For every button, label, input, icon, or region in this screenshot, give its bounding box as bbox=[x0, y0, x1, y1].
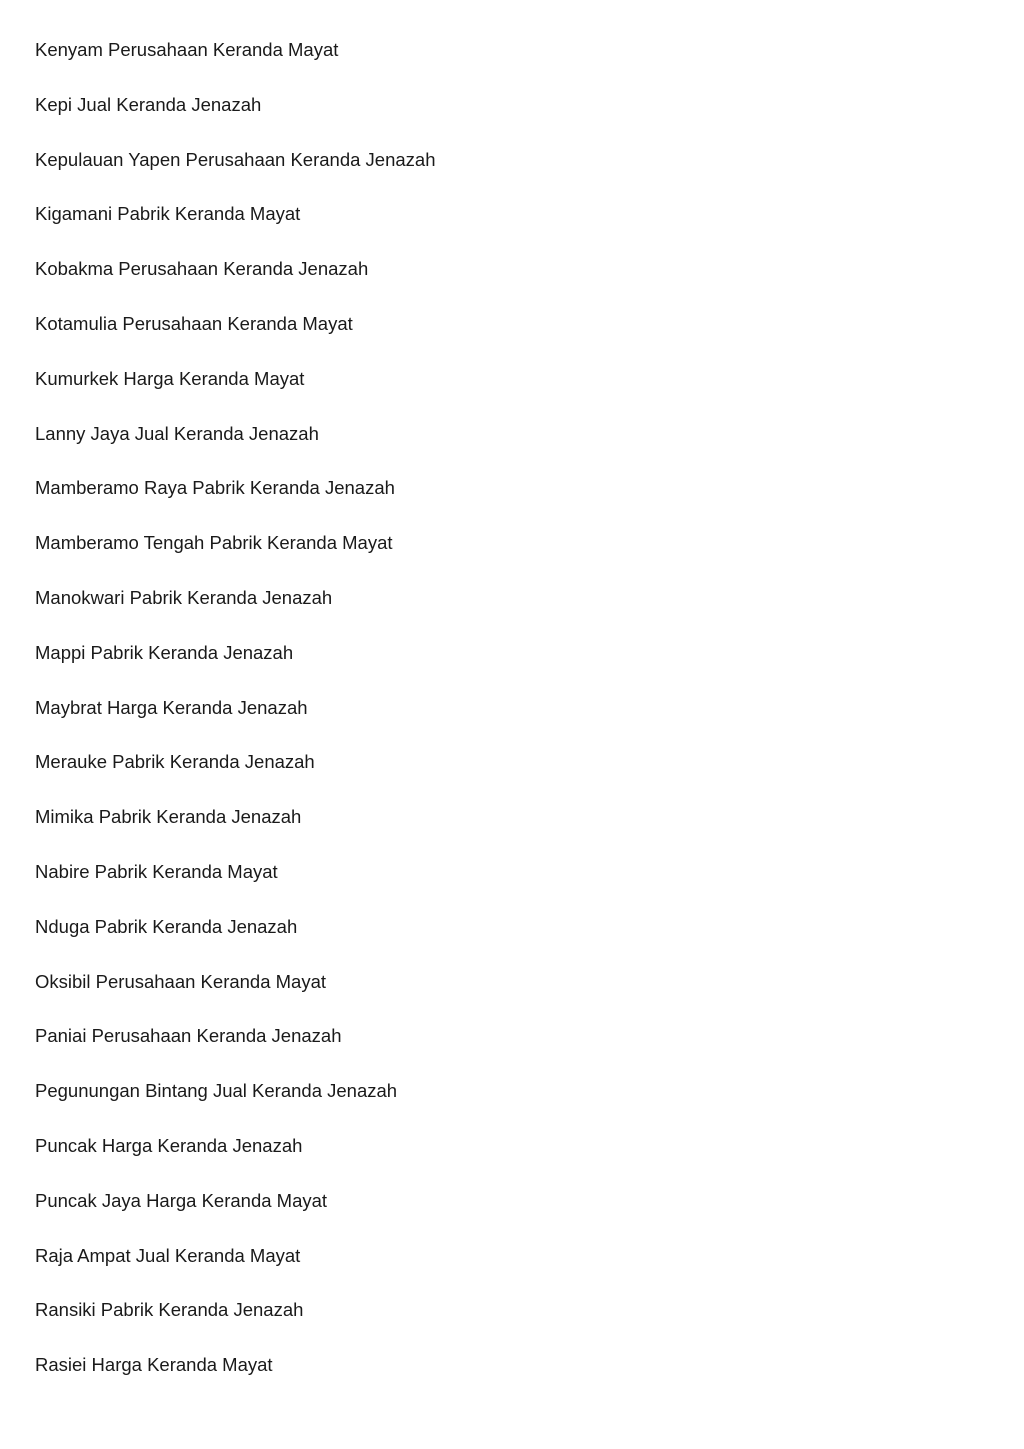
text-line: Kotamulia Perusahaan Keranda Mayat bbox=[35, 312, 353, 334]
text-line: Kepulauan Yapen Perusahaan Keranda Jenazah bbox=[35, 148, 436, 170]
text-line: Merauke Pabrik Keranda Jenazah bbox=[35, 751, 315, 773]
text-line: Pegunungan Bintang Jual Keranda Jenazah bbox=[35, 1080, 398, 1102]
text-line: Raja Ampat Jual Keranda Mayat bbox=[35, 1244, 301, 1266]
text-line: Rasiei Harga Keranda Mayat bbox=[35, 1354, 273, 1376]
text-line-list bbox=[35, 36, 435, 1406]
text-line: Kumurkek Harga Keranda Mayat bbox=[35, 367, 305, 389]
text-line: Ransiki Pabrik Keranda Jenazah bbox=[35, 1299, 304, 1321]
text-line: Mamberamo Tengah Pabrik Keranda Mayat bbox=[35, 532, 393, 554]
text-line: Mimika Pabrik Keranda Jenazah bbox=[35, 806, 302, 828]
text-line: Kenyam Perusahaan Keranda Mayat bbox=[35, 39, 339, 60]
text-line: Nduga Pabrik Keranda Jenazah bbox=[35, 915, 298, 937]
text-line: Puncak Jaya Harga Keranda Mayat bbox=[35, 1189, 328, 1211]
text-line: Paniai Perusahaan Keranda Jenazah bbox=[35, 1025, 342, 1047]
text-line: Nabire Pabrik Keranda Mayat bbox=[35, 860, 278, 882]
text-line: Kepi Jual Keranda Jenazah bbox=[35, 93, 262, 115]
text-line: Lanny Jaya Jual Keranda Jenazah bbox=[35, 422, 319, 444]
text-line: Mamberamo Raya Pabrik Keranda Jenazah bbox=[35, 477, 395, 499]
text-line: Kobakma Perusahaan Keranda Jenazah bbox=[35, 258, 369, 280]
text-line: Manokwari Pabrik Keranda Jenazah bbox=[35, 586, 333, 608]
text-line: Maybrat Harga Keranda Jenazah bbox=[35, 696, 308, 718]
text-line: Kigamani Pabrik Keranda Mayat bbox=[35, 203, 301, 225]
text-line: Mappi Pabrik Keranda Jenazah bbox=[35, 641, 294, 663]
text-line: Oksibil Perusahaan Keranda Mayat bbox=[35, 970, 327, 992]
text-line: Puncak Harga Keranda Jenazah bbox=[35, 1134, 303, 1156]
